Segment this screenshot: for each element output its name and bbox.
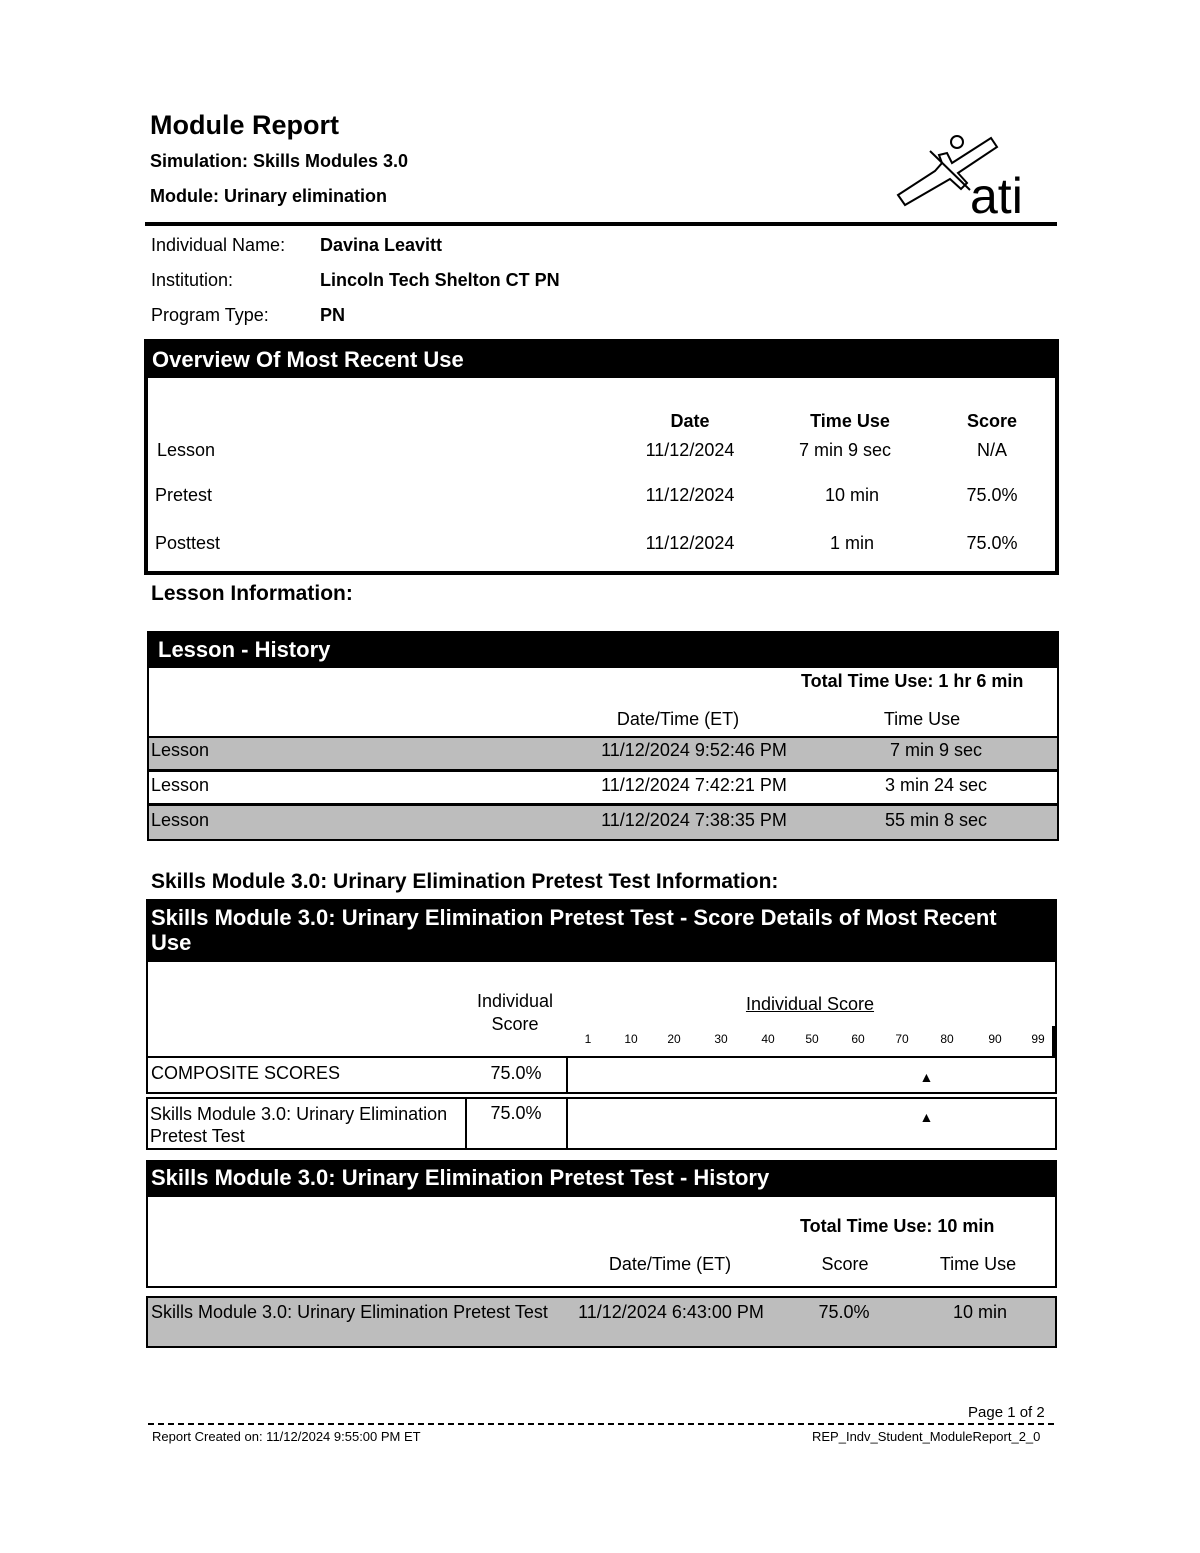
pretest-score-value: 75.0% bbox=[490, 1103, 542, 1123]
lesson-row-2-datetime: 11/12/2024 7:42:21 PM bbox=[601, 775, 787, 795]
column-divider bbox=[566, 1099, 568, 1148]
pretest-history-row-time: 10 min bbox=[952, 1302, 1008, 1322]
pretest-score-title: Skills Module 3.0: Urinary Elimination Pretest Test - Score Details of Most Recent Use bbox=[146, 899, 1057, 962]
lesson-row-2-time: 3 min 24 sec bbox=[884, 775, 988, 795]
overview-col-score: Score bbox=[966, 411, 1018, 431]
page-title: Module Report bbox=[150, 110, 339, 140]
pretest-history-col-score: Score bbox=[821, 1254, 869, 1274]
overview-row-pretest-time: 10 min bbox=[824, 485, 880, 505]
ati-logo bbox=[895, 133, 1045, 218]
composite-score-value: 75.0% bbox=[490, 1063, 542, 1083]
pretest-history-col-datetime: Date/Time (ET) bbox=[608, 1254, 732, 1274]
lesson-row-2-name: Lesson bbox=[151, 775, 210, 795]
header-rule bbox=[145, 222, 1057, 226]
scale-end-marker bbox=[1052, 1026, 1055, 1056]
pretest-history-title: Skills Module 3.0: Urinary Elimination Pretest Test - History bbox=[146, 1160, 1057, 1197]
report-created-on: Report Created on: 11/12/2024 9:55:00 PM ET bbox=[152, 1429, 421, 1444]
program-type-label: Program Type: bbox=[151, 305, 269, 325]
scale-tick-50: 50 bbox=[805, 1032, 819, 1046]
individual-score-column-header: Individual Score bbox=[476, 991, 554, 1034]
simulation-subtitle: Simulation: Skills Modules 3.0 bbox=[150, 151, 409, 171]
pretest-history-row-score: 75.0% bbox=[818, 1302, 870, 1322]
scale-tick-90: 90 bbox=[988, 1032, 1002, 1046]
scale-tick-1: 1 bbox=[584, 1032, 592, 1046]
overview-col-time-use: Time Use bbox=[810, 411, 890, 431]
pretest-info-heading: Skills Module 3.0: Urinary Elimination Pretest Test Information: bbox=[151, 870, 779, 893]
scale-tick-70: 70 bbox=[895, 1032, 909, 1046]
scale-tick-60: 60 bbox=[851, 1032, 865, 1046]
pretest-history-row-datetime: 11/12/2024 6:43:00 PM bbox=[578, 1302, 764, 1322]
individual-name-label: Individual Name: bbox=[151, 235, 286, 255]
overview-row-pretest-name: Pretest bbox=[155, 485, 213, 505]
institution-value: Lincoln Tech Shelton CT PN bbox=[320, 270, 560, 290]
lesson-col-time-use: Time Use bbox=[883, 709, 961, 729]
scale-tick-99: 99 bbox=[1031, 1032, 1045, 1046]
individual-score-scale-label: Individual Score bbox=[745, 994, 875, 1014]
score-scale-ticks bbox=[0, 1032, 1200, 1050]
lesson-row-1-time: 7 min 9 sec bbox=[889, 740, 983, 760]
module-subtitle: Module: Urinary elimination bbox=[150, 186, 388, 206]
overview-row-lesson-name: Lesson bbox=[157, 440, 216, 460]
lesson-row-1-name: Lesson bbox=[151, 740, 210, 760]
individual-name-value: Davina Leavitt bbox=[320, 235, 443, 255]
overview-row-lesson-score: N/A bbox=[976, 440, 1007, 460]
scale-tick-30: 30 bbox=[714, 1032, 728, 1046]
report-id: REP_Indv_Student_ModuleReport_2_0 bbox=[812, 1429, 1041, 1444]
page-number: Page 1 of 2 bbox=[968, 1404, 1045, 1421]
composite-score-bar-area bbox=[566, 1058, 1055, 1092]
pretest-history-col-time-use: Time Use bbox=[939, 1254, 1017, 1274]
footer-divider bbox=[148, 1423, 1054, 1425]
institution-label: Institution: bbox=[151, 270, 234, 290]
overview-row-posttest-date: 11/12/2024 bbox=[645, 533, 735, 553]
pretest-total-time: Total Time Use: 10 min bbox=[800, 1216, 995, 1236]
lesson-row-3-datetime: 11/12/2024 7:38:35 PM bbox=[601, 810, 787, 830]
lesson-total-time: Total Time Use: 1 hr 6 min bbox=[801, 671, 1024, 691]
overview-row-pretest-score: 75.0% bbox=[966, 485, 1018, 505]
program-type-value: PN bbox=[320, 305, 346, 325]
lesson-col-datetime: Date/Time (ET) bbox=[616, 709, 740, 729]
lesson-row-1-datetime: 11/12/2024 9:52:46 PM bbox=[601, 740, 787, 760]
overview-row-posttest-score: 75.0% bbox=[966, 533, 1018, 553]
composite-score-marker: ▲ bbox=[919, 1069, 934, 1085]
overview-col-date: Date bbox=[670, 411, 710, 431]
pretest-score-marker: ▲ bbox=[919, 1109, 934, 1125]
overview-row-pretest-date: 11/12/2024 bbox=[645, 485, 735, 505]
lesson-row-3-time: 55 min 8 sec bbox=[884, 810, 988, 830]
pretest-history-row-name: Skills Module 3.0: Urinary Elimination Pretest Test bbox=[151, 1302, 548, 1322]
overview-title: Overview Of Most Recent Use bbox=[146, 341, 1057, 378]
overview-row-posttest-name: Posttest bbox=[155, 533, 221, 553]
lesson-history-title: Lesson - History bbox=[148, 632, 1058, 668]
overview-row-posttest-time: 1 min bbox=[829, 533, 874, 553]
lesson-row-3-name: Lesson bbox=[151, 810, 210, 830]
scale-tick-80: 80 bbox=[940, 1032, 954, 1046]
scale-tick-40: 40 bbox=[761, 1032, 775, 1046]
composite-scores-label: COMPOSITE SCORES bbox=[151, 1063, 341, 1083]
pretest-score-row-label: Skills Module 3.0: Urinary Elimination Pretest Test bbox=[150, 1104, 448, 1146]
scale-tick-10: 10 bbox=[624, 1032, 638, 1046]
scale-tick-20: 20 bbox=[667, 1032, 681, 1046]
overview-row-lesson-date: 11/12/2024 bbox=[645, 440, 735, 460]
lesson-info-heading: Lesson Information: bbox=[151, 582, 353, 605]
ati-logo-text: ati bbox=[970, 168, 1023, 218]
overview-row-lesson-time: 7 min 9 sec bbox=[798, 440, 892, 460]
